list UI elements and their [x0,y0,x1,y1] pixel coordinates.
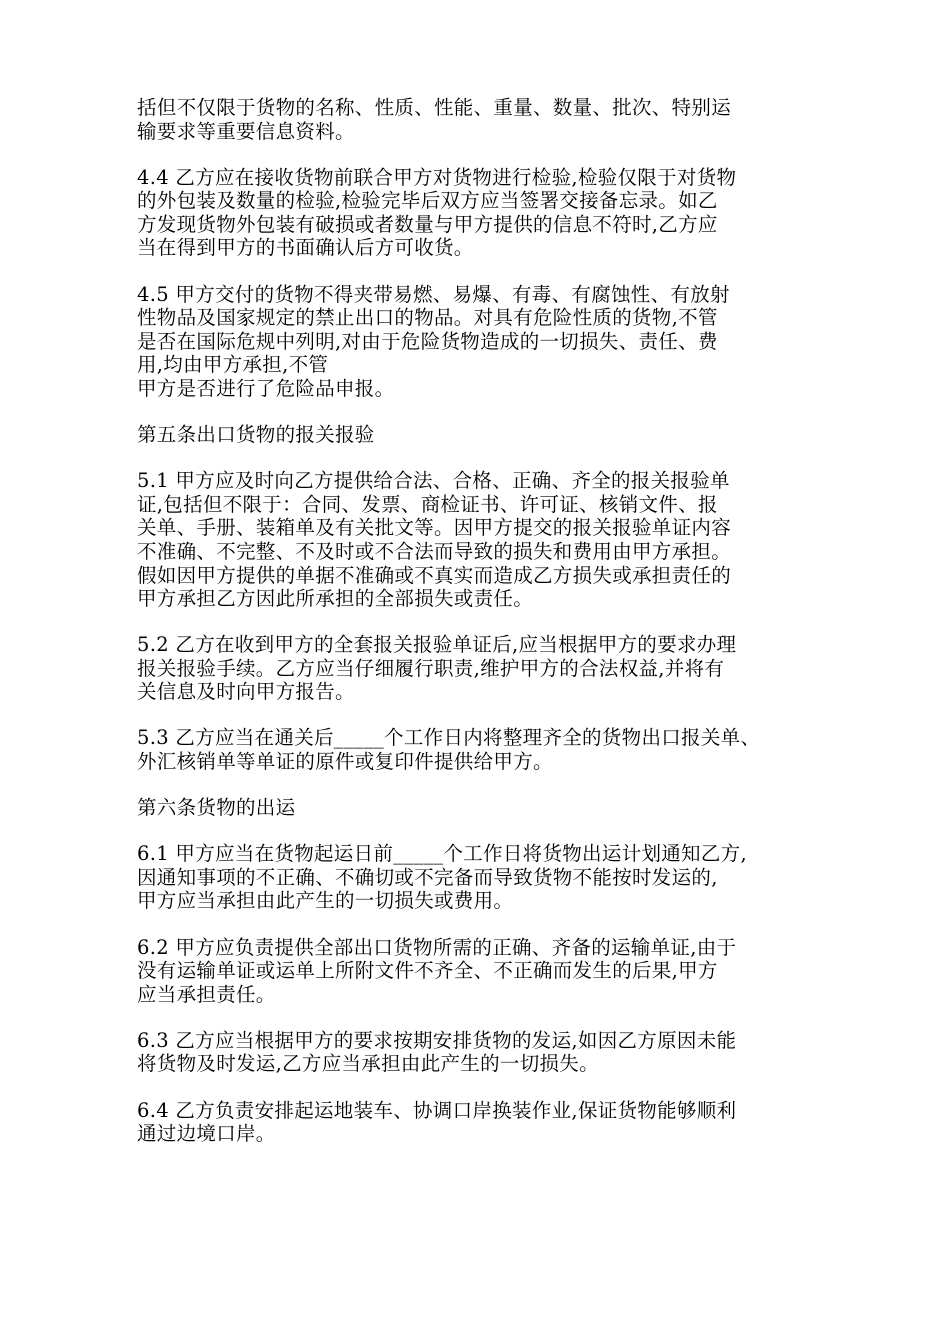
text-line: 不准确、不完整、不及时或不合法而导致的损失和费用由甲方承担。 [137,539,732,563]
text-line: 6.2 甲方应负责提供全部出口货物所需的正确、齐备的运输单证,由于 [137,935,737,959]
heading-text: 第五条出口货物的报关报验 [137,423,375,447]
paragraph-clause-6-3 [137,1029,827,1076]
section-heading-article-6 [137,796,827,820]
heading-text: 第六条货物的出运 [137,796,296,820]
paragraph-clause-4-5 [137,283,827,401]
text-line: 性物品及国家规定的禁止出口的物品。对具有危险性质的货物,不管 [137,306,718,330]
text-line: 当在得到甲方的书面确认后方可收货。 [137,236,474,260]
text-line: 甲方承担乙方因此所承担的全部损失或责任。 [137,587,534,611]
text-line: 将货物及时发运,乙方应当承担由此产生的一切损失。 [137,1052,599,1076]
text-line: 4.4 乙方应在接收货物前联合甲方对货物进行检验,检验仅限于对货物 [137,165,737,189]
paragraph-goods-info [137,96,827,143]
document-page [137,96,827,1168]
text-line: 的外包装及数量的检验,检验完毕后双方应当签署交接备忘录。如乙 [137,189,718,213]
text-line: 证,包括但不限于：合同、发票、商检证书、许可证、核销文件、报 [137,492,718,516]
text-line: 用,均由甲方承担,不管 [137,353,329,377]
text-line: 甲方应当承担由此产生的一切损失或费用。 [137,889,514,913]
text-line: 应当承担责任。 [137,982,276,1006]
text-line: 方发现货物外包装有破损或者数量与甲方提供的信息不符时,乙方应 [137,212,718,236]
paragraph-clause-5-1 [137,469,827,611]
text-line: 通过边境口岸。 [137,1122,276,1146]
text-line: 6.1 甲方应当在货物起运日前_____个工作日将货物出运计划通知乙方, [137,842,747,866]
text-line: 5.3 乙方应当在通关后_____个工作日内将整理齐全的货物出口报关单、 [137,726,761,750]
text-line: 报关报验手续。乙方应当仔细履行职责,维护甲方的合法权益,并将有 [137,656,725,680]
section-heading-article-5 [137,423,827,447]
text-line: 外汇核销单等单证的原件或复印件提供给甲方。 [137,750,553,774]
paragraph-clause-6-1 [137,842,827,913]
paragraph-clause-5-2 [137,633,827,704]
paragraph-clause-5-3 [137,726,827,773]
text-line: 5.1 甲方应及时向乙方提供给合法、合格、正确、齐全的报关报验单 [137,469,730,493]
text-line: 输要求等重要信息资料。 [137,119,355,143]
text-line: 关信息及时向甲方报告。 [137,680,355,704]
text-line: 没有运输单证或运单上所附文件不齐全、不正确而发生的后果,甲方 [137,959,718,983]
text-line: 6.3 乙方应当根据甲方的要求按期安排货物的发运,如因乙方原因未能 [137,1028,737,1052]
text-line: 关单、手册、装箱单及有关批文等。因甲方提交的报关报验单证内容 [137,516,732,540]
text-line: 因通知事项的不正确、不确切或不完备而导致货物不能按时发运的, [137,865,718,889]
text-line: 6.4 乙方负责安排起运地装车、协调口岸换装作业,保证货物能够顺利 [137,1098,737,1122]
text-line: 5.2 乙方在收到甲方的全套报关报验单证后,应当根据甲方的要求办理 [137,633,737,657]
text-line: 假如因甲方提供的单据不准确或不真实而造成乙方损失或承担责任的 [137,563,732,587]
paragraph-clause-6-2 [137,936,827,1007]
paragraph-clause-4-4 [137,166,827,260]
text-line: 括但不仅限于货物的名称、性质、性能、重量、数量、批次、特别运 [137,96,732,119]
text-line: 是否在国际危规中列明,对由于危险货物造成的一切损失、责任、费 [137,329,718,353]
text-line: 甲方是否进行了危险品申报。 [137,376,395,400]
text-line: 4.5 甲方交付的货物不得夹带易燃、易爆、有毒、有腐蚀性、有放射 [137,282,730,306]
paragraph-clause-6-4 [137,1099,827,1146]
